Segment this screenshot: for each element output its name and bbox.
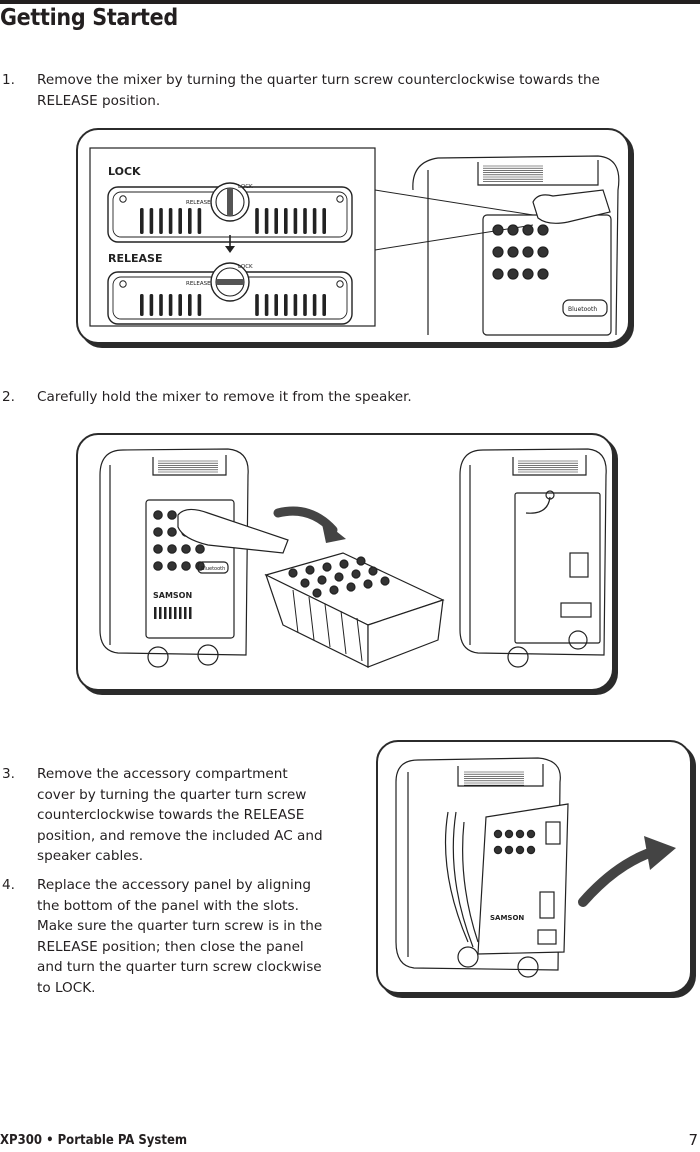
figure-accessory-panel-drawing bbox=[378, 742, 690, 992]
brand-label: SAMSON bbox=[490, 914, 525, 922]
release-heading: RELEASE bbox=[108, 252, 163, 265]
speaker-empty-bay bbox=[460, 449, 606, 667]
brand-label: SAMSON bbox=[153, 591, 193, 600]
step-number: 2. bbox=[2, 389, 15, 405]
top-rule bbox=[0, 0, 700, 4]
dial-release-label: RELEASE bbox=[186, 200, 211, 206]
bluetooth-label: Bluetooth bbox=[568, 306, 598, 313]
step-line: counterclockwise towards the RELEASE bbox=[37, 807, 305, 823]
speaker-with-mixer bbox=[100, 449, 248, 667]
lock-heading: LOCK bbox=[108, 165, 141, 178]
hand-illustration bbox=[533, 190, 610, 223]
step-number: 1. bbox=[2, 72, 15, 88]
step-line: RELEASE position; then close the panel bbox=[37, 938, 304, 955]
step-line: position, and remove the included AC and bbox=[37, 827, 323, 844]
step-line: Remove the accessory compartment bbox=[37, 766, 288, 782]
figure-lock-release bbox=[76, 128, 630, 344]
step-line: speaker cables. bbox=[37, 848, 144, 864]
dial-lock-label: LOCK bbox=[238, 264, 253, 270]
step-line: the bottom of the panel with the slots. bbox=[37, 897, 299, 914]
page-number: 7 bbox=[688, 1131, 698, 1149]
step-line: to LOCK. bbox=[37, 979, 96, 996]
bluetooth-label: Bluetooth bbox=[201, 566, 226, 572]
step-number: 3. bbox=[2, 766, 15, 782]
step-line: Carefully hold the mixer to remove it from the speaker. bbox=[37, 389, 412, 405]
dial-lock-label: LOCK bbox=[238, 184, 253, 190]
figure-accessory-panel bbox=[376, 740, 692, 994]
curved-arrow-icon bbox=[583, 850, 658, 902]
figure-remove-mixer bbox=[76, 433, 614, 691]
step-number: 4. bbox=[2, 877, 15, 893]
footer-product: XP300 • Portable PA System bbox=[0, 1133, 188, 1148]
figure-remove-mixer-drawing bbox=[78, 435, 612, 689]
step-line: cover by turning the quarter turn screw bbox=[37, 786, 307, 803]
step-line: Replace the accessory panel by aligning bbox=[37, 877, 311, 893]
figure-lock-release-drawing bbox=[78, 130, 628, 342]
speaker-rear bbox=[413, 156, 619, 335]
step-line: and turn the quarter turn screw clockwise bbox=[37, 959, 322, 975]
step-line: Remove the mixer by turning the quarter turn screw counterclockwise towards the bbox=[37, 72, 600, 88]
page-heading: Getting Started bbox=[0, 5, 178, 31]
dial-release-label: RELEASE bbox=[186, 281, 211, 287]
detached-mixer bbox=[266, 553, 443, 667]
step-line: Make sure the quarter turn screw is in the bbox=[37, 918, 323, 934]
accessory-panel-cover bbox=[478, 804, 568, 954]
step-line: RELEASE position. bbox=[37, 92, 161, 109]
